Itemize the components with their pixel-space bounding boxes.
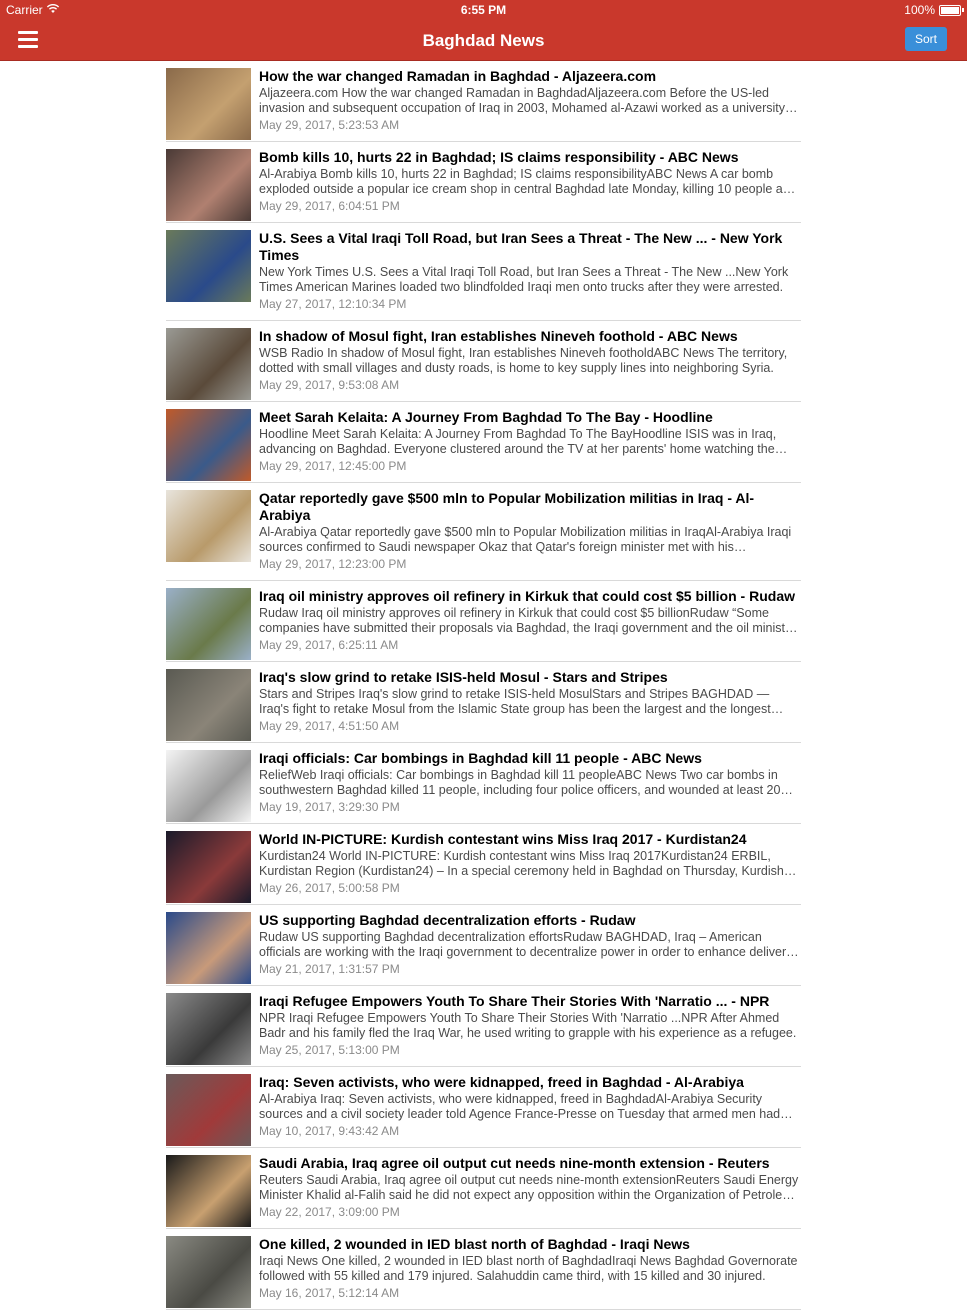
article-date: May 25, 2017, 5:13:00 PM	[259, 1043, 400, 1057]
article-thumbnail	[166, 490, 251, 562]
carrier-label: Carrier	[6, 3, 43, 17]
article-headline[interactable]: Qatar reportedly gave $500 mln to Popular Mobilization militias in Iraq - Al-Arabiya	[259, 490, 755, 523]
article-date: May 29, 2017, 12:45:00 PM	[259, 459, 407, 473]
article-thumbnail	[166, 1155, 251, 1227]
news-item[interactable]	[166, 1148, 801, 1229]
article-headline[interactable]: Meet Sarah Kelaita: A Journey From Baghdad To The Bay - Hoodline	[259, 409, 713, 425]
battery-tip	[962, 8, 964, 12]
article-text	[259, 912, 801, 977]
article-thumbnail	[166, 1236, 251, 1308]
article-headline[interactable]: Iraqi Refugee Empowers Youth To Share Their Stories With 'Narratio ... - NPR	[259, 993, 770, 1009]
article-thumbnail	[166, 409, 251, 481]
article-date: May 29, 2017, 5:23:53 AM	[259, 118, 400, 132]
article-headline[interactable]: Iraq's slow grind to retake ISIS-held Mosul - Stars and Stripes	[259, 669, 668, 685]
article-text	[259, 328, 801, 393]
news-item[interactable]	[166, 662, 801, 743]
article-thumbnail	[166, 68, 251, 140]
article-text	[259, 993, 801, 1058]
article-summary: Al-Arabiya Bomb kills 10, hurts 22 in Baghdad; IS claims responsibilityABC News A car bomb exploded outside a popular ice cream shop in central Baghdad late Monday, killing 10 people and	[259, 167, 797, 196]
news-item[interactable]	[166, 581, 801, 662]
article-text	[259, 149, 801, 214]
article-date: May 22, 2017, 3:09:00 PM	[259, 1205, 400, 1219]
navigation-bar	[0, 20, 967, 61]
news-list	[166, 61, 801, 1310]
article-headline[interactable]: In shadow of Mosul fight, Iran establishes Nineveh foothold - ABC News	[259, 328, 738, 344]
news-item[interactable]	[166, 1067, 801, 1148]
article-summary: WSB Radio In shadow of Mosul fight, Iran establishes Nineveh footholdABC News The territory, dotted with small villages and dusty roads, is home to key supply lines into neighboring Syria.	[259, 346, 788, 375]
article-headline[interactable]: Bomb kills 10, hurts 22 in Baghdad; IS claims responsibility - ABC News	[259, 149, 739, 165]
article-thumbnail	[166, 328, 251, 400]
article-summary: New York Times U.S. Sees a Vital Iraqi Toll Road, but Iran Sees a Threat - The New ...New York Times American Marines loaded two blindfolded Iraqi men onto trucks after they were arrested.	[259, 265, 789, 294]
article-thumbnail	[166, 230, 251, 302]
article-thumbnail	[166, 993, 251, 1065]
news-item[interactable]	[166, 402, 801, 483]
news-item[interactable]	[166, 321, 801, 402]
article-thumbnail	[166, 1074, 251, 1146]
news-item[interactable]	[166, 905, 801, 986]
article-summary: Rudaw Iraq oil ministry approves oil refinery in Kirkuk that could cost $5 billionRudaw “Some companies have submitted their proposals via Baghdad, the Iraqi government and the oil ministry	[259, 606, 796, 635]
article-text	[259, 750, 801, 815]
news-item[interactable]	[166, 61, 801, 142]
article-headline[interactable]: Iraqi officials: Car bombings in Baghdad kill 11 people - ABC News	[259, 750, 702, 766]
news-item[interactable]	[166, 483, 801, 581]
article-date: May 26, 2017, 5:00:58 PM	[259, 881, 400, 895]
news-item[interactable]	[166, 223, 801, 321]
article-thumbnail	[166, 750, 251, 822]
article-text	[259, 669, 801, 734]
article-text	[259, 831, 801, 896]
article-date: May 29, 2017, 9:53:08 AM	[259, 378, 400, 392]
news-item[interactable]	[166, 986, 801, 1067]
article-date: May 29, 2017, 6:04:51 PM	[259, 199, 400, 213]
article-summary: Aljazeera.com How the war changed Ramadan in BaghdadAljazeera.com Before the US-led invasion and subsequent occupation of Iraq in 2003, Mohamed al-Azawi worked as a university	[259, 86, 786, 115]
article-thumbnail	[166, 912, 251, 984]
page-title: Baghdad News	[422, 31, 545, 50]
article-text	[259, 230, 801, 312]
article-date: May 10, 2017, 9:43:42 AM	[259, 1124, 400, 1138]
article-headline[interactable]: Saudi Arabia, Iraq agree oil output cut needs nine-month extension - Reuters	[259, 1155, 770, 1171]
article-text	[259, 409, 801, 474]
sort-button[interactable]: Sort	[905, 27, 947, 51]
article-text	[259, 1236, 801, 1301]
article-summary: Al-Arabiya Qatar reportedly gave $500 mln to Popular Mobilization militias in IraqAl-Arabiya Iraqi sources confirmed to Saudi newspaper Okaz that Qatar's foreign minister met with his	[259, 525, 792, 554]
article-text	[259, 490, 801, 572]
status-time: 6:55 PM	[460, 3, 507, 17]
news-item[interactable]	[166, 1229, 801, 1310]
article-summary: NPR Iraqi Refugee Empowers Youth To Share Their Stories With 'Narratio ...NPR After Ahmed Badr and his family fled the Iraq War, he used writing to grapple with his experience as a refugee.	[259, 1011, 797, 1040]
news-item[interactable]	[166, 824, 801, 905]
article-date: May 16, 2017, 5:12:14 AM	[259, 1286, 400, 1300]
article-headline[interactable]: US supporting Baghdad decentralization efforts - Rudaw	[259, 912, 636, 928]
article-thumbnail	[166, 588, 251, 660]
article-summary: Iraqi News One killed, 2 wounded in IED blast north of BaghdadIraqi News Baghdad Governorate followed with 55 killed and 179 injured. Salahuddin came third, with 15 killed and 30 injured.	[259, 1254, 798, 1283]
article-summary: Kurdistan24 World IN-PICTURE: Kurdish contestant wins Miss Iraq 2017Kurdistan24 ERBIL, Kurdistan Region (Kurdistan24) – In a special ceremony held in Baghdad on Thursday, Kurdish	[259, 849, 784, 878]
article-date: May 29, 2017, 12:23:00 PM	[259, 557, 407, 571]
news-item[interactable]	[166, 142, 801, 223]
article-summary: Reuters Saudi Arabia, Iraq agree oil output cut needs nine-month extensionReuters Saudi Energy Minister Khalid al-Falih said he did not expect any opposition within the Organization of Petroleum	[259, 1173, 800, 1202]
article-headline[interactable]: Iraq: Seven activists, who were kidnapped, freed in Baghdad - Al-Arabiya	[259, 1074, 744, 1090]
article-headline[interactable]: One killed, 2 wounded in IED blast north of Baghdad - Iraqi News	[259, 1236, 690, 1252]
article-date: May 19, 2017, 3:29:30 PM	[259, 800, 400, 814]
article-date: May 27, 2017, 12:10:34 PM	[259, 297, 407, 311]
article-summary: ReliefWeb Iraqi officials: Car bombings in Baghdad kill 11 peopleABC News Two car bombs in southwestern Baghdad killed 11 people, including four police officers, and wounded at least 20	[259, 768, 781, 797]
news-item[interactable]	[166, 743, 801, 824]
status-bar	[0, 0, 967, 20]
article-summary: Hoodline Meet Sarah Kelaita: A Journey From Baghdad To The BayHoodline ISIS was in Iraq, advancing on Baghdad. Everyone clustered around the TV at her parents' home watching the	[259, 427, 777, 456]
article-text	[259, 1155, 801, 1220]
article-headline[interactable]: How the war changed Ramadan in Baghdad - Aljazeera.com	[259, 68, 657, 84]
article-text	[259, 588, 801, 653]
article-summary: Stars and Stripes Iraq's slow grind to retake ISIS-held MosulStars and Stripes BAGHDAD — Iraq's fight to retake Mosul from the Islamic State group has been the largest and the longest	[259, 687, 771, 716]
article-text	[259, 1074, 801, 1139]
article-headline[interactable]: U.S. Sees a Vital Iraqi Toll Road, but Iran Sees a Threat - The New ... - New York Times	[259, 230, 783, 263]
article-thumbnail	[166, 831, 251, 903]
article-date: May 29, 2017, 6:25:11 AM	[259, 638, 399, 652]
article-headline[interactable]: Iraq oil ministry approves oil refinery in Kirkuk that could cost $5 billion - Rudaw	[259, 588, 795, 604]
article-text	[259, 68, 801, 133]
battery-icon	[939, 5, 961, 16]
article-thumbnail	[166, 669, 251, 741]
article-headline[interactable]: World IN-PICTURE: Kurdish contestant wins Miss Iraq 2017 - Kurdistan24	[259, 831, 747, 847]
battery-percent: 100%	[904, 3, 935, 17]
article-thumbnail	[166, 149, 251, 221]
article-summary: Rudaw US supporting Baghdad decentralization effortsRudaw BAGHDAD, Iraq – American officials are working with the Iraqi government to decentralize power in order to enhance delivery	[259, 930, 793, 959]
article-summary: Al-Arabiya Iraq: Seven activists, who were kidnapped, freed in BaghdadAl-Arabiya Security sources and a civil society leader told Agence France-Presse on Tuesday that armed men had	[259, 1092, 781, 1121]
article-date: May 29, 2017, 4:51:50 AM	[259, 719, 400, 733]
article-date: May 21, 2017, 1:31:57 PM	[259, 962, 400, 976]
